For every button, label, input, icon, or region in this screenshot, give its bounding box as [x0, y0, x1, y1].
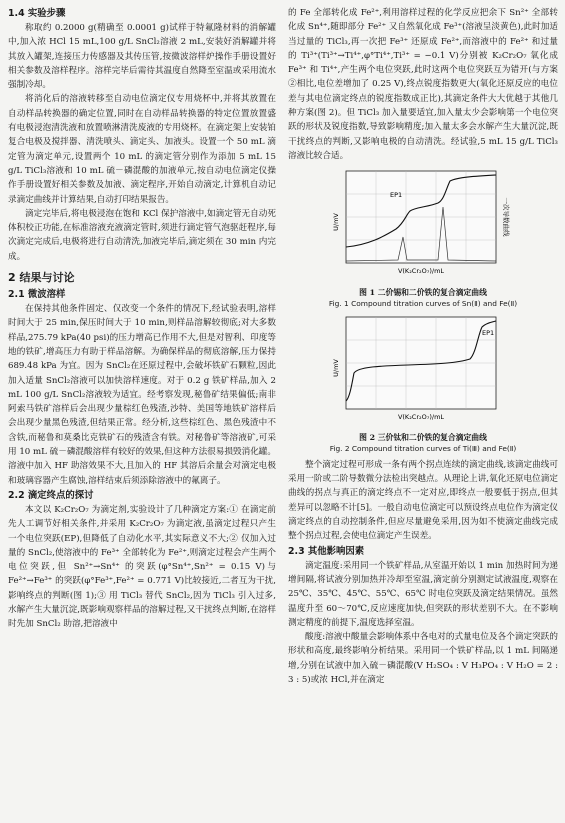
section-heading-2-2: 2.2 滴定终点的探讨	[8, 489, 94, 501]
paragraph-sample-digestion: 称取约 0.2000 g(精确至 0.0001 g)试样于特氟隆材料的消解罐中,加入浓 HCl 15 mL,100 g/L SnCl₂溶液 2 mL,安装好消解罐并将其放入罐架,连接压力传感器及其传压管,按微波溶样炉操作手册设置好相关参数及溶样程序。溶样完毕后需待其温度自然降至室温或采用流水强制冷却。	[8, 23, 276, 91]
paragraph-microwave-digestion: 在保持其他条件固定、仅改变一个条件的情况下,经试验表明,溶样时间大于 25 min,保压时间大于 10 min,则样品溶解较彻底;对大多数样品,275.79 kPa(40 psi)的压力增高已作用不大,但是对智利、印度等地的铁矿,增高压力有助于样品溶解。为确保样品的彻底溶解,压力保持 689.48 kPa 为宜。因为 SnCl₂在还原过程中,会破坏铁矿石颗粒,因此加入适量 SnCl₂溶液可以加快溶样速度。对于 0.2 g 铁矿样品,加入 2 mL 100 g/L SnCl₂溶液较为适宜。经考察发现,秘鲁矿结果偏低;南非阿索马铁矿溶样后会出现少量棕红色残渣,沙特、美国等地铁矿溶样后会出现少量黑色残渣,但结果正常。经分析,这些棕红色、黑色残渣中不含铁,而秘鲁和莫桑比克铁矿石的残渣含有铁。对秘鲁矿等溶液矿,可采用 10 mL 硫－磷混酸溶样有较好的效果,但这种方法很易损毁消化罐。溶液中加入 HF 助溶效果不大,且加入的 HF 其溶后余量会对滴定电极和玻璃容器产生腐蚀,溶样结束后须添除溶液中的氟离子。	[8, 304, 276, 486]
fig2-ylabel: U/mV	[332, 358, 340, 377]
figure-1	[288, 167, 558, 308]
figure-2-caption-cn: 图 2 三价钛和二价铁的复合滴定曲线	[359, 432, 487, 442]
figure-1-caption-cn: 图 1 二价锡和二价铁的复合滴定曲线	[359, 287, 487, 297]
section-heading-2: 2 结果与讨论	[8, 271, 75, 285]
paragraph-temperature: 滴定温度:采用同一个铁矿样品,从室温开始以 1 min 加热时间为递增间隔,将试液分别加热并冷却至室温,滴定前分别测定试液温度,观察在 25℃、35℃、45℃、55℃、65℃ 时电位突跃及滴定结果情况。虽然温度升至 60～70℃,反应速度加快,但突跃的形状差别不大。在不影响测定精度的前提下,温度选择室温。	[288, 560, 558, 628]
fig1-xlabel: V(K₂Cr₂O₇)/mL	[397, 267, 445, 276]
figure-2	[288, 313, 558, 454]
section-heading-1-4: 1.4 实验步骤	[8, 8, 66, 19]
fig2-ep-label: EP1	[482, 328, 495, 337]
section-heading-2-3: 2.3 其他影响因素	[288, 545, 365, 557]
figure-1-plot	[288, 167, 558, 279]
paragraph-inflection-point: 整个滴定过程可形成一条有两个拐点连续的滴定曲线,该滴定曲线可采用一阶或二阶导数微分法检出突越点。从理论上讲,氧化还原电位滴定曲线的拐点与真正的滴定终点不一定对应,即终点一般要低于拐点,但其差异可以忽略不计[5]。一般自动电位滴定可以预设终点电位作为滴定仪滴定终点的自动控制条件,但应尽量避免采用,因为如不使滴定曲线完成整个拐点过程,会使电位滴定产生误差。	[288, 459, 558, 542]
section-heading-2-1: 2.1 微波溶样	[8, 289, 66, 301]
paragraph-ticl3-method: 的 Fe 全部转化成 Fe²⁺,利用溶样过程的化学反应把余下 Sn²⁺ 全部转化成 Sn⁴⁺,随即部分 Fe²⁺ 又自然氧化成 Fe³⁺(溶液呈淡黄色),此时加适当过量的 TiCl₃,再一次把 Fe³⁺ 还原成 Fe²⁺,而溶液中的 Fe²⁺ 和过量的 Ti³⁺(Ti³⁺→Ti⁴⁺,φ°Ti⁴⁺,Ti³⁺ = −0.1 V)分别被 K₂Cr₂O₇ 氧化成 Fe³⁺ 和 Ti⁴⁺,产生两个电位突跃,此时这两个电位突跃互为错开(与方案②相比,电位差增加了 0.25 V),终点锐度指数更大(氧化还原反应的电位差与其电位滴定终点的锐度指数成正比),其滴定条件大大优越于其他几种方案(图 2)。但 TiCl₃ 加入量要适宜,加入量太少会影响第一个电位突跃的形状及锐度指数,导致影响精度;加入量太多会水解产生大量沉淀,既干扰终点的判断,又影响电极的自动清洗。经试验,5 mL 15 g/L TiCl₃ 溶液比较合适。	[288, 8, 558, 161]
left-column	[8, 6, 276, 632]
figure-1-caption-en: Fig. 1 Compound titration curves of Sn(Ⅱ) and Fe(Ⅱ)	[328, 298, 518, 308]
paragraph-acidity: 酸度:溶液中酸量会影响体系中各电对的式量电位及各个滴定突跃的形状和高度,最终影响分析结果。采用同一个铁矿样品,以 1 mL 间隔递增,分别在试液中加入硫－磷混酸(V H₂SO₄ : V H₃PO₄ : V H₂O = 2 : 3 : 5)或浓 HCl,并在滴定	[288, 632, 558, 686]
fig2-xlabel: V(K₂Cr₂O₇)/mL	[397, 412, 445, 421]
fig1-ylabel: U/mV	[332, 213, 340, 232]
paragraph-after-titration: 滴定完毕后,将电极浸泡在饱和 KCl 保护溶液中,如滴定管无自动死体积校正功能,在标准溶液充液滴定管时,须进行滴定管气泡驱赶程序,每次滴定完成后,电极将进行自动清洗,加液完毕后,滴定须在 30 min 内完成。	[8, 208, 276, 262]
right-column	[288, 6, 558, 687]
fig1-right-axis-label: 一次导数曲线	[502, 197, 510, 237]
fig1-ep-label: EP1	[390, 191, 403, 200]
figure-2-caption-en: Fig. 2 Compound titration curves of Ti(Ⅲ) and Fe(Ⅱ)	[329, 443, 517, 453]
figure-2-plot	[288, 313, 558, 425]
paragraph-endpoint-discussion: 本文以 K₂Cr₂O₇ 为滴定剂,实验设计了几种滴定方案:① 在滴定前先人工调节好相关条件,并采用 K₂Cr₂O₇ 为滴定液,虽滴定过程只产生一个电位突跃(EP),但降低了自动化水平,其实际意义不大;② 仅加入过量的 SnCl₂,使溶液中的 Fe³⁺ 全部转化为 Fe²⁺,则滴定过程会产生两个电位突跃,但 Sn²⁺→Sn⁴⁺ 的突跃(φ°Sn⁴⁺,Sn²⁺ = 0.15 V)与 Fe²⁺→Fe³⁺ 的突跃(φ°Fe³⁺,Fe²⁺ = 0.771 V)比较接近,二者互为干扰,影响终点的判断(图 1);③ 用 TiCl₃ 替代 SnCl₂,因为 TiCl₃ 引入过多,水解产生大量沉淀,既影响观察样品的溶解过程,又干扰终点判断,在溶样时先加 SnCl₂ 助溶,把溶液中	[8, 504, 276, 630]
paragraph-titration-setup: 将消化后的溶液转移至自动电位滴定仪专用烧杯中,并将其放置在自动样品转换器的确定位置,同时在自动样品转换器的特定位置放置盛有电极浸泡清洗液和放置喷淋清洗废液的专用烧杯。在滴定架上安装铂复合电极及搅拌器、清洗喷头、滴定头、加液头。设置一个 50 mL 滴定管为滴定单元,设置两个 10 mL 的滴定管分别作为添加 5 mL 15 g/L TiCl₃溶液和 10 mL 硫－磷混酸的加液单元,按自动电位滴定仪操作手册设置好相关参数及加液、滴定程序,开始自动滴定,计算机自动记录滴定曲线并计算结果,自动打印结果报告。	[8, 94, 276, 205]
